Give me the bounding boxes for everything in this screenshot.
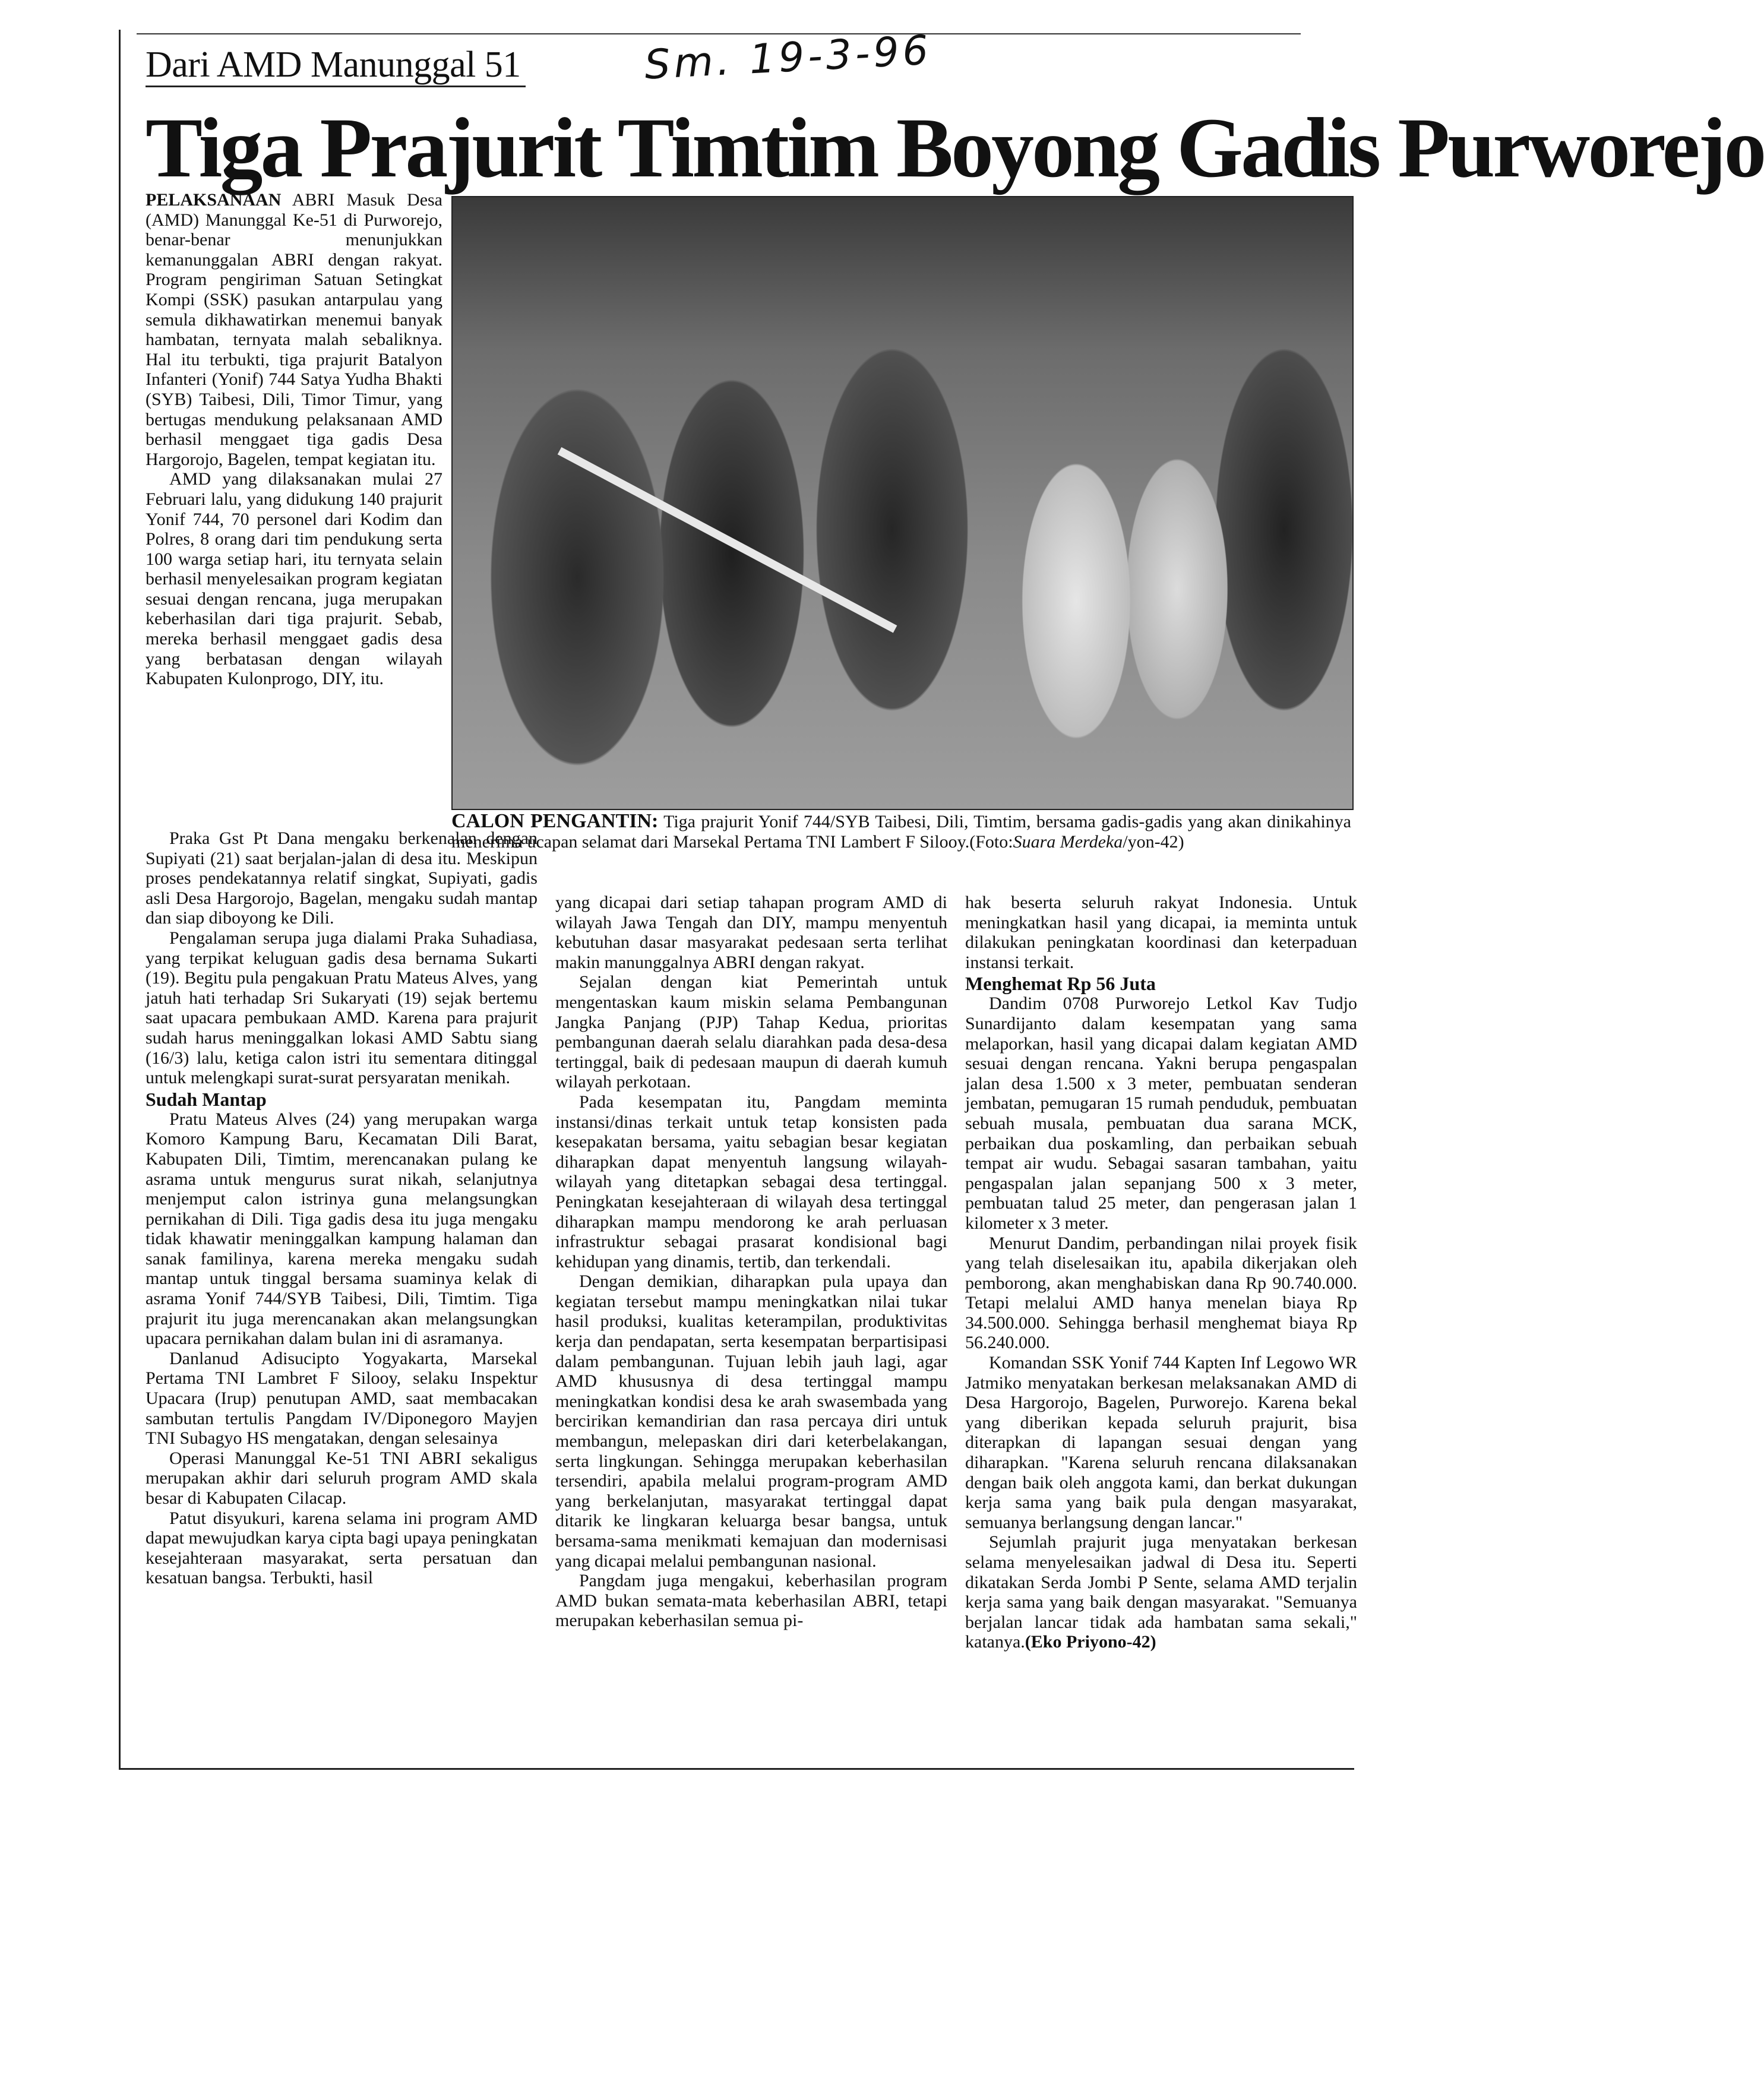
paragraph: yang dicapai dari setiap tahapan program AMD di wilayah Jawa Tengah dan DIY, mampu menyentuh kebutuhan dasar masyarakat pedesaan serta terlihat makin manunggalnya ABRI dengan rakyat. xyxy=(555,893,947,972)
column-1-top xyxy=(146,190,442,828)
byline: (Eko Priyono-42) xyxy=(1025,1632,1156,1652)
headline: Tiga Prajurit Timtim Boyong Gadis Purworejo xyxy=(146,101,1764,195)
paragraph: Sejalan dengan kiat Pemerintah untuk mengentaskan kaum miskin selama Pembangunan Jangka Panjang (PJP) Tahap Kedua, prioritas pembangunan daerah selalu diarahkan pada desa-desa tertinggal, baik di pedesaan maupun di daerah kumuh wilayah perkotaan. xyxy=(555,972,947,1092)
paragraph: Pratu Mateus Alves (24) yang merupakan warga Komoro Kampung Baru, Kecamatan Dili Barat, Kabupaten Dili, Timtim, merencanakan pulang ke asrama untuk mengurus surat nikah, selanjutnya menjemput calon istrinya guna melangsungkan pernikahan di Dili. Tiga gadis desa itu juga mengaku tidak khawatir meninggalkan kampung halaman dan sanak familinya, karena mereka mengaku sudah mantap untuk tinggal bersama suaminya kelak di asrama Yonif 744/SYB Taibesi, Dili, Timtim. Tiga prajurit itu juga merencanakan akan melangsungkan upacara pernikahan dalam bulan ini di asramanya. xyxy=(146,1109,538,1349)
news-photo xyxy=(451,196,1354,810)
paragraph-text: Sejumlah prajurit juga menyatakan berkesan selama menyelesaikan jadwal di Desa itu. Seperti dikatakan Serda Jombi P Sente, selama AMD terjalin kerja sama yang baik dengan masyarakat. "Semuanya berjalan lancar tidak ada hambatan sama sekali," katanya. xyxy=(965,1532,1357,1652)
paragraph: Pada kesempatan itu, Pangdam meminta instansi/dinas terkait untuk tetap konsisten pada kesepakatan bersama, yaitu sebagian besar kegiatan diharapkan dapat menyentuh langsung wilayah-wilayah yang ditetapkan sebagai desa tertinggal. Peningkatan kesejahteraan di wilayah desa tertinggal diharapkan mampu mendorong ke arah perluasan infrastruktur sebagai prasarat kondisional bagi kehidupan yang dinamis, tertib, dan terkendali. xyxy=(555,1092,947,1272)
paragraph: Danlanud Adisucipto Yogyakarta, Marsekal Pertama TNI Lambret F Silooy, selaku Inspektur Upacara (Irup) penutupan AMD, saat membacakan sambutan tertulis Pangdam IV/Diponegoro Mayjen TNI Subagyo HS mengatakan, dengan selesainya xyxy=(146,1348,538,1449)
paragraph: Pengalaman serupa juga dialami Praka Suhadiasa, yang terpikat keluguan gadis desa bernama Sukarti (19). Begitu pula pengakuan Pratu Mateus Alves, yang jatuh hati terhadap Sri Sukaryati (19) sejak bertemu saat upacara pembukaan AMD. Karena para prajurit sudah harus meninggalkan lokasi AMD Sabtu siang (16/3) lalu, ketiga calon istri itu sementara ditinggal untuk melengkapi surat-surat persyaratan menikah. xyxy=(146,928,538,1088)
handwritten-date: Sm. 19-3-96 xyxy=(643,27,933,89)
photo-rail xyxy=(558,447,897,633)
paragraph: Praka Gst Pt Dana mengaku berkenalan dengan Supiyati (21) saat berjalan-jalan di desa itu. Meskipun proses pendekatannya relatif singkat, Supiyati, gadis asli Desa Hargorojo, Bagelan, mengaku sudah mantap dan siap diboyong ke Dili. xyxy=(146,828,538,928)
paragraph: hak beserta seluruh rakyat Indonesia. Untuk meningkatkan hasil yang dicapai, ia meminta untuk dilakukan peningkatan koordinasi dan keterpaduan instansi terkait. xyxy=(965,893,1357,972)
caption-credit: /yon-42) xyxy=(1123,832,1184,852)
paragraph-text: ABRI Masuk Desa (AMD) Manunggal Ke-51 di Purworejo, benar-benar menunjukkan kemanunggalan ABRI dengan rakyat. Program pengiriman Satuan Setingkat Kompi (SSK) pasukan antarpulau yang semula dikhawatirkan menemui banyak hambatan, ternyata malah sebaliknya. Hal itu terbukti, tiga prajurit Batalyon Infanteri (Yonif) 744 Satya Yudha Bhakti (SYB) Taibesi, Dili, Timor Timur, yang bertugas mendukung pelaksanaan AMD berhasil menggaet tiga gadis Desa Hargorojo, Bagelen, tempat kegiatan itu. xyxy=(146,190,442,469)
paragraph: Menurut Dandim, perbandingan nilai proyek fisik yang telah diselesaikan itu, apabila dikerjakan oleh pemborong, akan menghabiskan dana Rp 90.740.000. Tetapi melalui AMD hanya menelan biaya Rp 34.500.000. Sehingga berhasil menghemat biaya Rp 56.240.000. xyxy=(965,1233,1357,1353)
column-2 xyxy=(555,893,947,1760)
paragraph: Pangdam juga mengakui, keberhasilan program AMD bukan semata-mata keberhasilan ABRI, tetapi merupakan keberhasilan semua pi- xyxy=(555,1571,947,1631)
kicker: Dari AMD Manunggal 51 xyxy=(146,44,526,87)
subheading: Sudah Mantap xyxy=(146,1088,267,1110)
top-rule xyxy=(137,33,1301,34)
lead-word: PELAKSANAAN xyxy=(146,190,282,210)
paragraph xyxy=(965,1532,1357,1652)
paragraph: Operasi Manunggal Ke-51 TNI ABRI sekaligus merupakan akhir dari seluruh program AMD skala besar di Kabupaten Cilacap. xyxy=(146,1448,538,1508)
paragraph xyxy=(146,190,442,469)
caption-text: Tiga prajurit Yonif 744/SYB Taibesi, Dili, Timtim, bersama gadis-gadis yang akan dinikahinya menerima ucapan selamat dari Marsekal Pertama TNI Lambert F Silooy.(Foto: xyxy=(451,812,1352,852)
subheading: Menghemat Rp 56 Juta xyxy=(965,973,1156,995)
column-3 xyxy=(965,893,1357,1760)
paragraph: Komandan SSK Yonif 744 Kapten Inf Legowo WR Jatmiko menyatakan berkesan melaksanakan AMD di Desa Hargorojo, Bagelen, Purworejo. Karena bekal yang diberikan kepada seluruh prajurit, bisa diterapkan di lapangan sesuai dengan yang diharapkan. "Karena seluruh rencana dilaksanakan dengan baik oleh anggota kami, dan berkat dukungan kerja sama yang baik pula dengan masyarakat, semuanya berlangsung dengan lancar." xyxy=(965,1353,1357,1532)
paragraph: Patut disyukuri, karena selama ini program AMD dapat mewujudkan karya cipta bagi upaya peningkatan kesejahteraan masyarakat, serta persatuan dan kesatuan bangsa. Terbukti, hasil xyxy=(146,1508,538,1588)
caption-lead: CALON PENGANTIN: xyxy=(451,810,659,832)
caption-source: Suara Merdeka xyxy=(1013,832,1123,852)
paragraph: AMD yang dilaksanakan mulai 27 Februari lalu, yang didukung 140 prajurit Yonif 744, 70 personel dari Kodim dan Polres, 8 orang dari tim pendukung serta 100 warga setiap hari, itu ternyata selain berhasil menyelesaikan program kegiatan sesuai dengan rencana, juga merupakan keberhasilan dari tiga prajurit. Sebab, mereka berhasil menggaet gadis desa yang berbatasan dengan wilayah Kabupaten Kulonprogo, DIY, itu. xyxy=(146,469,442,689)
column-1-bottom xyxy=(146,828,538,1761)
paragraph: Dandim 0708 Purworejo Letkol Kav Tudjo Sunardijanto dalam kesempatan yang sama melaporkan, hasil yang dicapai dalam kegiatan AMD sesuai dengan rencana. Yakni berupa pengaspalan jalan desa 1.500 x 3 meter, pembuatan senderan jembatan, pemugaran 15 rumah penduduk, pembuatan sebuah musala, pembuatan dua sarana MCK, perbaikan dua poskamling, dan perbaikan sebuah tempat air wudu. Sebagai sasaran tambahan, yaitu pengaspalan jalan sepanjang 500 x 3 meter, pembuatan talud 25 meter, dan pengerasan jalan 1 kilometer x 3 meter. xyxy=(965,994,1357,1233)
paragraph: Dengan demikian, diharapkan pula upaya dan kegiatan tersebut mampu meningkatkan nilai tukar hasil produksi, kualitas keterampilan, produktivitas kerja dan pendapatan, serta kesempatan berpartisipasi dalam pembangunan. Tujuan lebih jauh lagi, agar AMD khususnya di desa tertinggal mampu meningkatkan kondisi desa ke arah swasembada yang bercirikan kemandirian dan rasa percaya diri untuk membangun, melepaskan diri dari keterbelakangan, serta lingkungan. Sehingga merupakan keberhasilan tersendiri, apabila melalui program-program AMD yang berkelanjutan, masyarakat tertinggal dapat ditarik ke lingkaran keluarga besar bangsa, untuk bersama-sama menikmati kemajuan dan modernisasi yang dicapai melalui pembangunan nasional. xyxy=(555,1272,947,1571)
photo-caption xyxy=(451,811,1351,852)
